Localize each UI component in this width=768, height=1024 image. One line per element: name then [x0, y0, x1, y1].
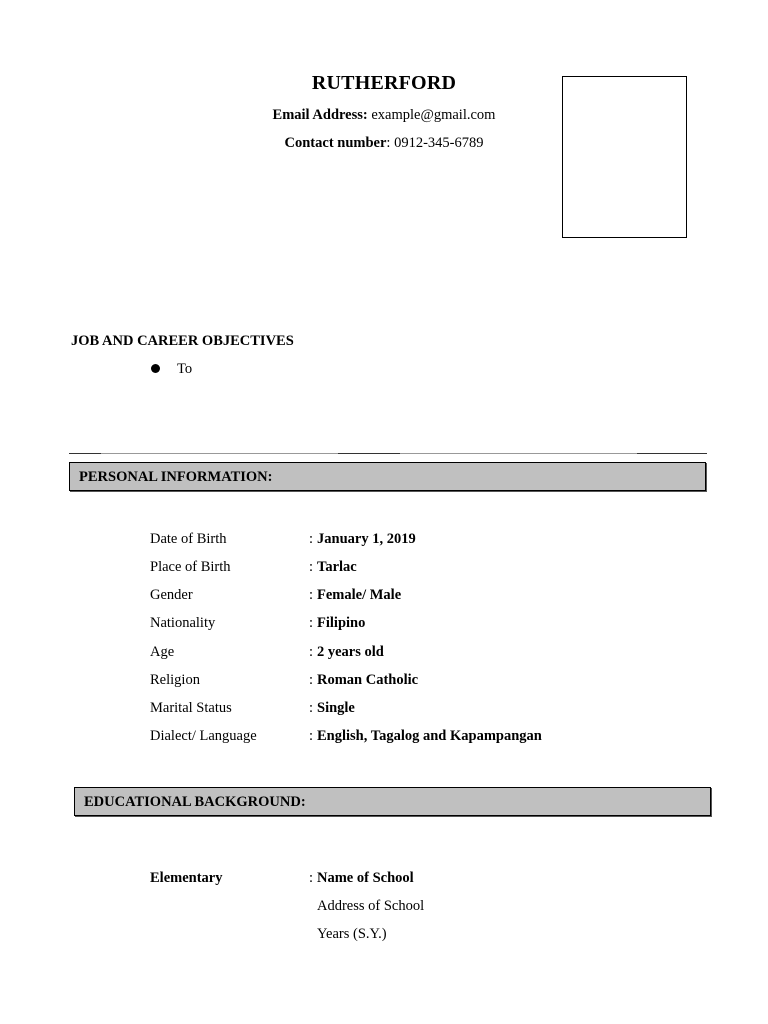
- personal-info-header: PERSONAL INFORMATION:: [69, 462, 706, 491]
- education-row: [150, 926, 710, 946]
- info-row: [150, 700, 710, 720]
- info-row: [150, 644, 710, 664]
- info-value: Roman Catholic: [317, 672, 419, 688]
- school-years: Years (S.Y.): [317, 926, 387, 942]
- education-row: [150, 898, 710, 918]
- info-row: [150, 672, 710, 692]
- contact-value: : 0912-345-6789: [386, 135, 484, 151]
- education-header: EDUCATIONAL BACKGROUND:: [74, 787, 711, 816]
- objective-item: To: [177, 361, 193, 377]
- info-row: [150, 615, 710, 635]
- info-label: Date of Birth: [150, 531, 227, 547]
- objectives-heading: JOB AND CAREER OBJECTIVES: [71, 333, 294, 349]
- colon: :: [309, 870, 314, 886]
- info-value: English, Tagalog and Kapampangan: [317, 728, 542, 744]
- info-label: Dialect/ Language: [150, 728, 257, 744]
- colon: :: [309, 700, 314, 716]
- education-level: Elementary: [150, 870, 223, 886]
- info-row: [150, 559, 710, 579]
- email-value: example@gmail.com: [367, 107, 496, 123]
- info-label: Age: [150, 644, 175, 660]
- colon: :: [309, 587, 314, 603]
- info-value: 2 years old: [317, 644, 384, 660]
- divider-segment: [338, 453, 400, 454]
- info-value: Tarlac: [317, 559, 357, 575]
- info-value: Single: [317, 700, 355, 716]
- contact-label: Contact number: [284, 135, 387, 151]
- info-row: [150, 587, 710, 607]
- info-label: Religion: [150, 672, 200, 688]
- photo-placeholder: [562, 76, 687, 238]
- info-value: January 1, 2019: [317, 531, 416, 547]
- info-value: Female/ Male: [317, 587, 402, 603]
- info-label: Place of Birth: [150, 559, 231, 575]
- applicant-name: RUTHERFORD: [311, 72, 457, 94]
- education-row: [150, 870, 710, 890]
- info-row: [150, 728, 710, 748]
- divider-segment: [637, 453, 707, 454]
- divider-segment: [69, 453, 101, 454]
- info-label: Marital Status: [150, 700, 232, 716]
- colon: :: [309, 672, 314, 688]
- info-label: Nationality: [150, 615, 216, 631]
- bullet-icon: [151, 364, 160, 373]
- colon: :: [309, 615, 314, 631]
- colon: :: [309, 728, 314, 744]
- info-value: Filipino: [317, 615, 366, 631]
- colon: :: [309, 559, 314, 575]
- school-address: Address of School: [317, 898, 425, 914]
- school-name: Name of School: [317, 870, 414, 886]
- info-label: Gender: [150, 587, 193, 603]
- email-label: Email Address:: [272, 107, 368, 123]
- colon: :: [309, 644, 314, 660]
- colon: :: [309, 531, 314, 547]
- info-row: [150, 531, 710, 551]
